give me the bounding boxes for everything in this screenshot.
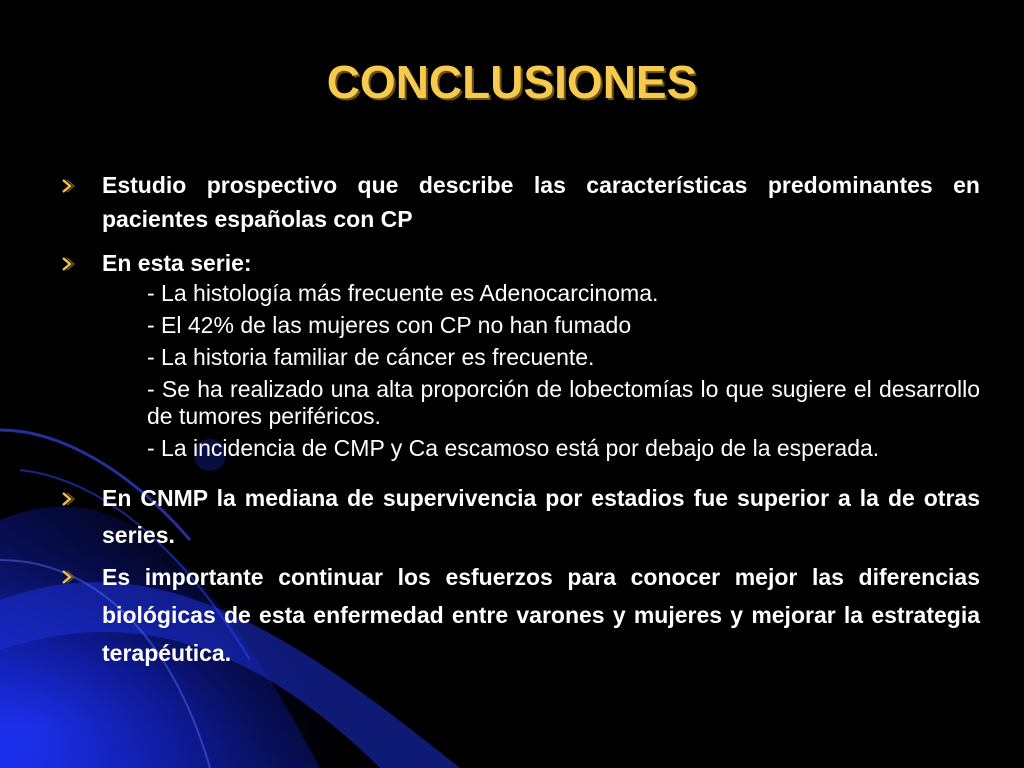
arrow-right-icon [60, 178, 76, 194]
bullet-text: En CNMP la mediana de supervivencia por estadios fue superior a la de otras series. [102, 485, 980, 548]
sub-item: - El 42% de las mujeres con CP no han fumado [147, 312, 632, 338]
bullet-text: En esta serie: [102, 250, 252, 276]
sub-list [60, 280, 980, 462]
bullet-item [60, 558, 980, 672]
bullet-text: Es importante continuar los esfuerzos para conocer mejor las diferencias biológicas de esta enfermedad entre varones y mujeres y mejorar la estrategia terapéutica. [102, 564, 980, 666]
bullet-list [60, 168, 980, 672]
bullet-item [60, 168, 980, 236]
slide-title: CONCLUSIONES [326, 56, 698, 108]
arrow-right-icon [60, 491, 76, 507]
arrow-right-icon [60, 256, 76, 272]
sub-item: - Se ha realizado una alta proporción de lobectomías lo que sugiere el desarrollo de tumores periféricos. [147, 376, 980, 429]
bullet-text: Estudio prospectivo que describe las características predominantes en pacientes españolas con CP [102, 172, 980, 232]
sub-item: - La histología más frecuente es Adenocarcinoma. [147, 280, 659, 306]
sub-item: - La incidencia de CMP y Ca escamoso está por debajo de la esperada. [147, 435, 880, 461]
bullet-item [60, 246, 980, 280]
sub-item: - La historia familiar de cáncer es frecuente. [147, 344, 595, 370]
bullet-item [60, 480, 980, 554]
arrow-right-icon [60, 569, 76, 585]
